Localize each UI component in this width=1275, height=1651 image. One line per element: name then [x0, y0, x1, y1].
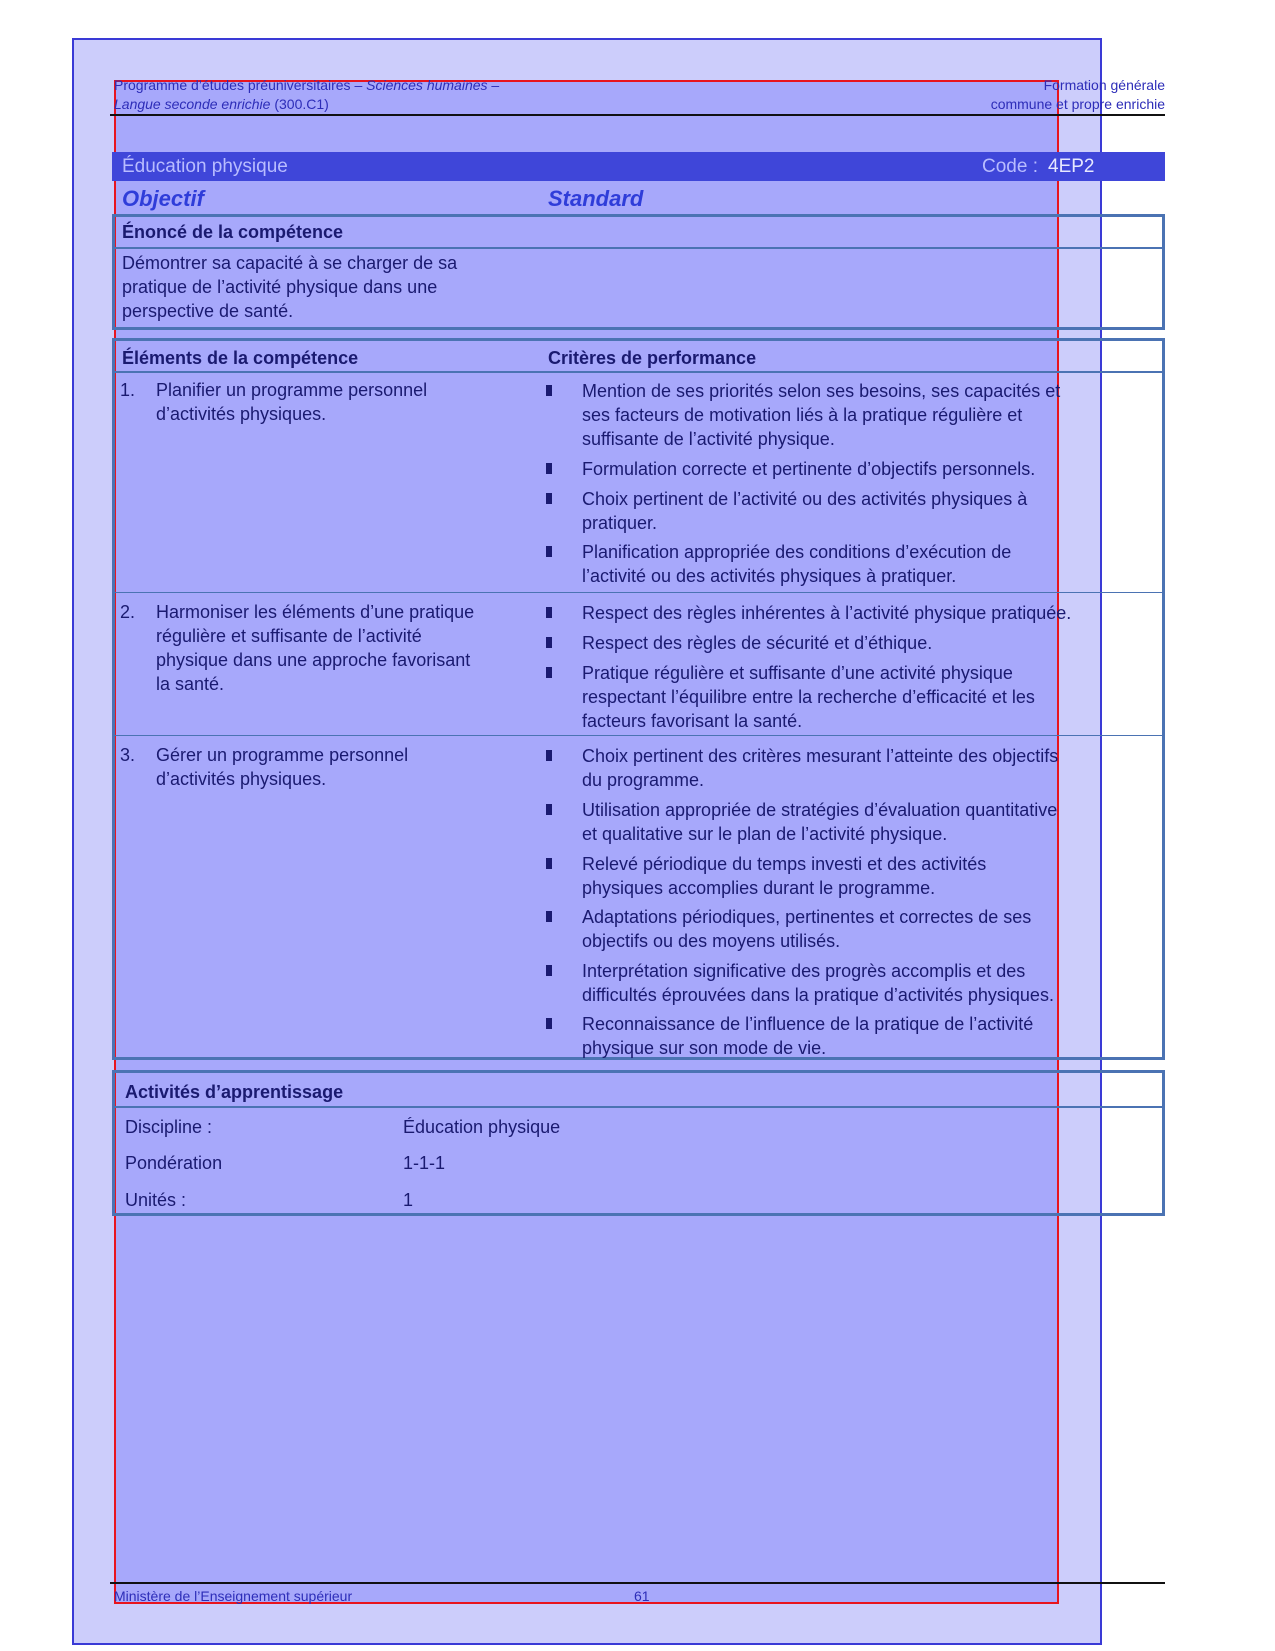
- header-dash: –: [487, 77, 500, 93]
- bullet-icon: [546, 637, 552, 648]
- criterion-line: pratiquer.: [582, 513, 658, 533]
- criterion-line: physiques accomplies durant le programme.: [582, 878, 936, 898]
- criterion-line: Pratique régulière et suffisante d’une activité physique: [582, 663, 1013, 683]
- criterion-line: Adaptations périodiques, pertinentes et correctes de ses: [582, 907, 1032, 927]
- element-line: d’activités physiques.: [156, 404, 327, 424]
- criterion-line: l’activité ou des activités physiques à pratiquer.: [582, 566, 957, 586]
- element-line: régulière et suffisante de l’activité: [156, 626, 422, 646]
- bullet-icon: [546, 607, 552, 618]
- course-code-label: Code :: [982, 156, 1038, 177]
- header-language: Langue seconde enrichie: [114, 96, 271, 112]
- ponderation-label: Pondération: [125, 1153, 223, 1173]
- criterion-line: ses facteurs de motivation liés à la pratique régulière et: [582, 405, 1023, 425]
- criterion-line: et qualitative sur le plan de l’activité physique.: [582, 824, 948, 844]
- bullet-icon: [546, 1018, 552, 1029]
- criterion-line: facteurs favorisant la santé.: [582, 711, 803, 731]
- criterion-line: Formulation correcte et pertinente d’objectifs personnels.: [582, 459, 1036, 479]
- header-rule: [110, 114, 1165, 116]
- statement-separator: [115, 247, 1162, 249]
- element-number: 1.: [120, 380, 136, 400]
- criterion-line: physique sur son mode de vie.: [582, 1038, 827, 1058]
- criterion-line: difficultés éprouvées dans la pratique d’activités physiques.: [582, 985, 1054, 1005]
- activities-separator: [115, 1106, 1162, 1108]
- element-number: 2.: [120, 602, 136, 622]
- header-program-code: (300.C1): [270, 96, 329, 112]
- criterion-line: Choix pertinent de l’activité ou des activités physiques à: [582, 489, 1028, 509]
- discipline-label: Discipline :: [125, 1117, 213, 1137]
- criterion-line: Interprétation significative des progrès accomplis et des: [582, 961, 1026, 981]
- element-line: physique dans une approche favorisant: [156, 650, 471, 670]
- criterion-line: Relevé périodique du temps investi et des activités: [582, 854, 987, 874]
- bullet-icon: [546, 750, 552, 761]
- statement-line: Démontrer sa capacité à se charger de sa: [122, 253, 458, 273]
- statement-heading: Énoncé de la compétence: [122, 222, 344, 242]
- page-number: 61: [634, 1588, 650, 1604]
- element-number: 3.: [120, 745, 136, 765]
- bullet-icon: [546, 911, 552, 922]
- course-title: Éducation physique: [122, 156, 288, 177]
- element-line: la santé.: [156, 674, 225, 694]
- course-title-bar: [112, 152, 1165, 181]
- element-separator: [115, 735, 1162, 736]
- statement-line: perspective de santé.: [122, 301, 294, 321]
- criterion-line: Planification appropriée des conditions d’exécution de: [582, 542, 1012, 562]
- element-separator: [115, 592, 1162, 593]
- criterion-line: du programme.: [582, 770, 705, 790]
- elements-heading: Éléments de la compétence: [122, 348, 359, 368]
- criterion-line: Respect des règles de sécurité et d’éthique.: [582, 633, 933, 653]
- header-program-line1: [114, 76, 499, 94]
- criterion-line: Choix pertinent des critères mesurant l’atteinte des objectifs: [582, 746, 1059, 766]
- element-line: Planifier un programme personnel: [156, 380, 428, 400]
- activities-heading: Activités d’apprentissage: [125, 1082, 344, 1102]
- units-value: 1: [403, 1190, 414, 1210]
- criterion-line: suffisante de l’activité physique.: [582, 429, 835, 449]
- criterion-line: Mention de ses priorités selon ses besoins, ses capacités et: [582, 381, 1061, 401]
- header-program-line2: [114, 95, 329, 113]
- header-program: Programme d’études préuniversitaires –: [114, 77, 367, 93]
- standard-heading: Standard: [548, 186, 644, 211]
- criterion-line: respectant l’équilibre entre la recherche d’efficacité et les: [582, 687, 1035, 707]
- criterion-line: Respect des règles inhérentes à l’activité physique pratiquée.: [582, 603, 1072, 623]
- element-line: Gérer un programme personnel: [156, 745, 409, 765]
- bullet-icon: [546, 493, 552, 504]
- bullet-icon: [546, 463, 552, 474]
- bullet-icon: [546, 965, 552, 976]
- header-formation-line1: Formation générale: [1043, 77, 1165, 93]
- footer-rule: [110, 1582, 1165, 1584]
- criteria-heading: Critères de performance: [548, 348, 757, 368]
- bullet-icon: [546, 804, 552, 815]
- bullet-icon: [546, 385, 552, 396]
- discipline-value: Éducation physique: [403, 1117, 561, 1137]
- element-line: Harmoniser les éléments d’une pratique: [156, 602, 475, 622]
- elements-separator: [115, 371, 1162, 373]
- statement-line: pratique de l’activité physique dans une: [122, 277, 438, 297]
- footer-ministry: Ministère de l’Enseignement supérieur: [114, 1588, 353, 1604]
- ponderation-value: 1-1-1: [403, 1153, 446, 1173]
- criterion-line: Reconnaissance de l’influence de la pratique de l’activité: [582, 1014, 1034, 1034]
- header-formation-line2: commune et propre enrichie: [990, 96, 1165, 112]
- element-line: d’activités physiques.: [156, 769, 327, 789]
- bullet-icon: [546, 546, 552, 557]
- units-label: Unités :: [125, 1190, 187, 1210]
- criterion-line: Utilisation appropriée de stratégies d’évaluation quantitative: [582, 800, 1058, 820]
- header-program-name: Sciences humaines: [366, 77, 488, 93]
- objective-heading: Objectif: [122, 186, 204, 211]
- criterion-line: objectifs ou des moyens utilisés.: [582, 931, 841, 951]
- bullet-icon: [546, 858, 552, 869]
- bullet-icon: [546, 667, 552, 678]
- course-code: 4EP2: [1048, 156, 1095, 177]
